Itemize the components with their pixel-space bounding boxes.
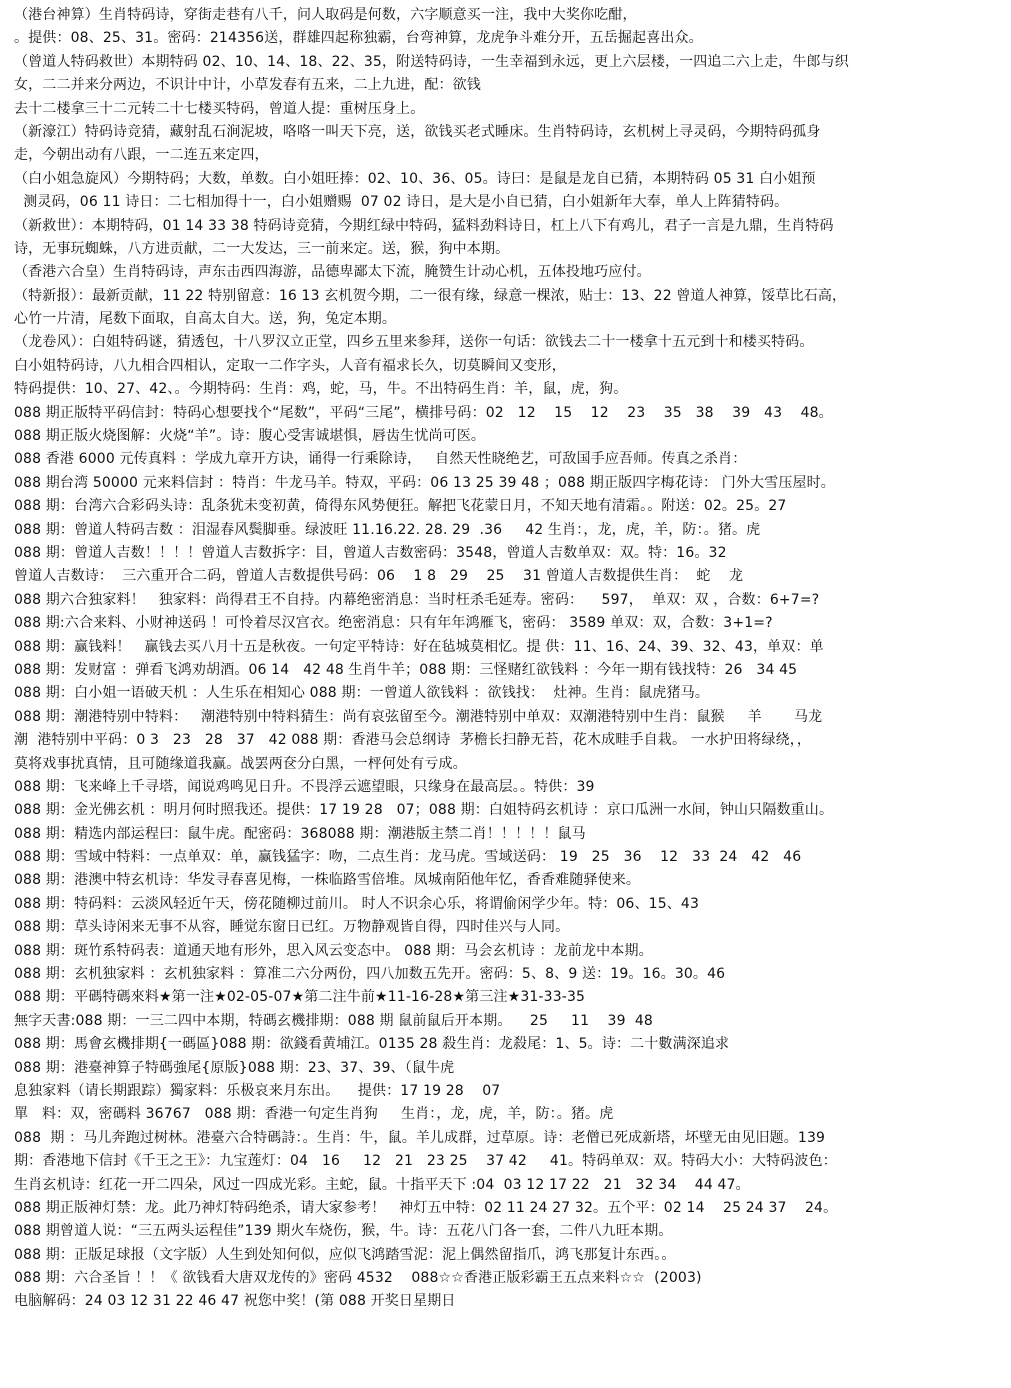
text-line: 單 料：双，密碼料 36767 088 期：香港一句定生肖狗 生肖：，龙，虎，羊，防：。猪。虎 [14, 1106, 614, 1123]
text-line: 088 期：玄机独家料 ：玄机独家料 ：算准二六分两份，四八加数五先开。密码：5、8、9 送：19。16。30。46 [14, 966, 726, 983]
text-line: 088 期：特码料：云淡风轻近午天，傍花随柳过前川。 时人不识余心乐，将谓偷闲学少年。特：06、15、43 [14, 895, 700, 912]
text-line: 088 期六合独家料！ 独家料：尚得君王不自持。内幕绝密消息：当时枉杀毛延寿。密码： 597， 单双：双 ，合数：6+7=? [14, 591, 820, 608]
text-line: 生肖玄机诗：红花一开二四朵，风过一四成光彩。主蛇，鼠。十指平天下 :04 03 12 17 22 21 32 34 44 47。 [14, 1176, 750, 1193]
text-line: 088 期：精选内部运程曰：鼠牛虎。配密码：368088 期：潮港版主禁二肖！！！！！鼠马 [14, 825, 586, 842]
text-line: 088 期：港澳中特玄机诗：华发寻春喜见梅，一株临路雪倍堆。凤城南陌他年忆，香香难随驿使来。 [14, 872, 641, 889]
text-line: （龙卷风）：白姐特码谜，猜透包，十八罗汉立正堂，四乡五里来参拜，送你一句话：欲钱去二十一楼拿十五元到十和楼买特码。 [14, 334, 814, 351]
text-line: 088 期台湾 50000 元来料信封 ：特肖：牛龙马羊。特双，平码：06 13 25 39 48 ；088 期正版四字梅花诗： 门外大雪压屋时。 [14, 474, 835, 491]
text-line: 测灵码，06 11 诗日：二七相加得十一，白小姐赠赐 07 02 诗日，是大是小自已猜，白小姐新年大奉，单人上阵猜特码。 [14, 194, 789, 211]
text-line: 088 期：曾道人吉数！！！！曾道人吉数拆字：目，曾道人吉数密码：3548，曾道人吉数单双：双。特：16。32 [14, 544, 727, 561]
text-line: 088 期：馬會玄機排期{一碼區}088 期：欲錢看黄埔江。0135 28 殺生肖：龙殺尾：1、5。诗：二十數满深追求 [14, 1036, 730, 1053]
text-line: 莫将戏事扰真情，且可随缘道我赢。战罢两奁分白黑，一枰何处有亏成。 [14, 755, 467, 772]
text-line: 088 期：斑竹系特码表：道通天地有形外，思入风云变态中。 088 期：马会玄机诗 ：龙前龙中本期。 [14, 942, 653, 959]
text-line: 心竹一片清，尾数下面取，自高太自大。送，狗，兔定本期。 [14, 311, 397, 328]
text-line: 息独家料（请长期跟踪）獨家料：乐极哀来月东出。 提供：17 19 28 07 [14, 1082, 501, 1099]
text-line: （新濠江）特码诗竞猜，藏射乱石涧泥坡，咯咯一叫天下亮，送，欲钱买老式睡床。生肖特码诗，玄机树上寻灵码，今期特码孤身 [14, 123, 821, 140]
text-line: 088 期：雪域中特料：一点单双：单，赢钱猛字：吻，二点生肖：龙马虎。雪域送码： 19 25 36 12 33 24 42 46 [14, 849, 802, 866]
text-line: 白小姐特码诗，八九相合四相认，定取一二作字头，人音有福求长久，切莫瞬间又变形， [14, 357, 566, 374]
text-line: 088 期：发财富 ：弹看飞鸿劝胡酒。06 14 42 48 生肖牛羊；088 期：三怪赌红欲钱料 ：今年一期有钱找特：26 34 45 [14, 661, 798, 678]
text-line: 期：香港地下信封《千王之王》：九宝莲灯：04 16 12 21 23 25 37 42 41。特码单双：双。特码大小：大特码波色： [14, 1153, 837, 1170]
text-line: 088 期：赢钱料！ 赢钱去买八月十五是秋夜。一句定平特诗：好在毡城莫相忆。提 供：11、16、24、39、32、43，单双：单 [14, 638, 824, 655]
text-line: 088 期 ：马儿奔跑过树林。港臺六合特碼詩：。生肖：牛，鼠。羊儿成群，过草原。诗：老僧已死成新塔，坏壁无由见旧题。139 [14, 1129, 826, 1146]
text-line: （曾道人特码救世）本期特码 02、10、14、18、22、35，附送特码诗，一生幸福到永远，更上六层楼，一四追二六上走，牛郎与织 [14, 53, 849, 70]
text-line: 。提供：08、25、31。密码：214356送，群雄四起称独霸，台弯神算，龙虎争斗难分开，五岳掘起喜出众。 [14, 30, 703, 47]
text-line: 088 期正版特平码信封：特码心想要找个“尾数”，平码“三尾”，横排号码：02 12 15 12 23 35 38 39 43 48。 [14, 404, 833, 421]
text-line: 088 期：平碼特碼來料★第一注★02-05-07★第二注牛前★11-16-28★第三注★31-33-35 [14, 989, 586, 1006]
text-line: 無字天書:088 期：一三二四中本期，特碼玄機排期：088 期 鼠前鼠后开本期。 25 11 39 48 [14, 1012, 653, 1029]
text-line: 088 期：金光佛玄机 ：明月何时照我还。提供：17 19 28 07；088 期：白姐特码玄机诗 ：京口瓜洲一水间，钟山只隔数重山。 [14, 802, 834, 819]
text-line: 088 期：正版足球报（文字版）人生到处知何似，应似飞鸿踏雪泥：泥上偶然留指爪，鸿飞那复计东西。。 [14, 1246, 676, 1263]
text-line: 088 期：港臺神算子特碼強尾{原版}088 期：23、37、39、（鼠牛虎 [14, 1059, 455, 1076]
text-line: （港台神算）生肖特码诗，穿街走巷有八千，问人取码是何数，六字顺意买一注，我中大奖你吃酣， [14, 7, 637, 23]
text-line: 去十二楼拿三十二元转二十七楼买特码，曾道人提：重树压身上。 [14, 100, 425, 117]
text-line: 走，今朝出动有八跟，一二连五来定四， [14, 147, 269, 164]
text-line: 088 期：潮港特别中特料： 潮港特别中特料猜生：尚有哀弦留至今。潮港特别中单双：双潮港特别中生肖：鼠猴 羊 马龙 [14, 708, 823, 725]
text-line: （香港六合皇）生肖特码诗，声东击西四海游，品德卑鄙太下流，腌赞生计动心机，五体投地巧应付。 [14, 264, 651, 281]
text-line: 088 期：台湾六合彩码头诗：乱条犹未变初黄，倚得东风势便狂。解把飞花蒙日月，不知天地有清霜。。附送：02。25。27 [14, 498, 787, 515]
text-line: 电脑解码：24 03 12 31 22 46 47 祝您中奖！(第 088 开奖日星期日 [14, 1293, 456, 1310]
text-line: 女，二二并来分两边，不识计中计，小草发春有五来，二上九进，配：欲钱 [14, 77, 481, 94]
text-line: 088 期正版神灯禁：龙。此乃神灯特码绝杀，请大家参考！ 神灯五中特：02 11 24 27 32。五个平：02 14 25 24 37 24。 [14, 1199, 838, 1216]
text-line: 潮 港特别中平码：0 3 23 28 37 42 088 期：香港马会总纲诗 茅檐长扫静无苔，花木成畦手自栽。 一水护田将绿绕，， [14, 732, 812, 749]
text-line: 特码提供：10、27、42、。今期特码：生肖：鸡，蛇，马，牛。不出特码生肖：羊，鼠，虎，狗。 [14, 381, 628, 398]
text-line: 088 期:六合来料、小财神送码 ！可怜着尽汉宫衣。绝密消息：只有年年鸿雁飞，密码： 3589 单双：双，合数：3+1=? [14, 615, 773, 632]
text-line: 诗，无事玩蜘蛛，八方进贡献，二一大发达，三一前来定。送，猴，狗中本期。 [14, 240, 510, 257]
text-line: 088 香港 6000 元传真料 ：学成九章开方诀，诵得一行乘除诗， 自然天性晓绝艺，可敌国手应吾师。传真之杀肖： [14, 451, 747, 468]
text-line: 曾道人吉数诗： 三六重开合二码，曾道人吉数提供号码：06 1 8 29 25 31 曾道人吉数提供生肖： 蛇 龙 [14, 568, 744, 585]
text-line: 088 期：曾道人特码吉数 ：泪湿春风鬓脚垂。绿波旺 11.16.22. 28. 29 .36 42 生肖：，龙，虎，羊，防：。猪。虎 [14, 521, 761, 538]
text-line: （新救世）：本期特码，01 14 33 38 特码诗竞猜，今期红绿中特码，猛料劲料诗日，杠上八下有鸡儿，君子一言是九鼎，生肖特码 [14, 217, 834, 234]
text-line: 088 期：白小姐一语破天机 ：人生乐在相知心 088 期：一曾道人欲钱料 ：欲钱找： 灶神。生肖：鼠虎猪马。 [14, 685, 709, 702]
text-line: 088 期：飞来峰上千寻塔，闻说鸡鸣见日升。不畏浮云遮望眼，只缘身在最高层。。特供：39 [14, 778, 595, 795]
text-line: 088 期：草头诗闲来无事不从容，睡觉东窗日已红。万物静观皆自得，四时佳兴与人同。 [14, 919, 570, 936]
text-line: 088 期：六合圣旨 ！！《 欲钱看大唐双龙传的》密码 4532 088☆☆香港正版彩霸王五点来料☆☆ (2003) [14, 1270, 702, 1287]
text-line: 088 期正版火烧图解：火烧“羊”。诗：腹心受害诚堪惧，唇齿生忧尚可医。 [14, 428, 486, 445]
text-line: （特新报）：最新贡献，11 22 特别留意：16 13 玄机贺今期，二一很有缘，绿意一棵浓，贴士：13、22 曾道人神算，馁草比石高， [14, 287, 847, 304]
text-line: （白小姐急旋风）今期特码；大数，单数。白小姐旺捧：02、10、36、05。诗曰：是鼠是龙自已猜，本期特码 05 31 白小姐预 [14, 170, 816, 187]
text-line: 088 期曾道人说：“三五两头运程佳”139 期火车烧伤，猴，牛。诗：五花八门各一套，二件八九旺本期。 [14, 1223, 673, 1240]
